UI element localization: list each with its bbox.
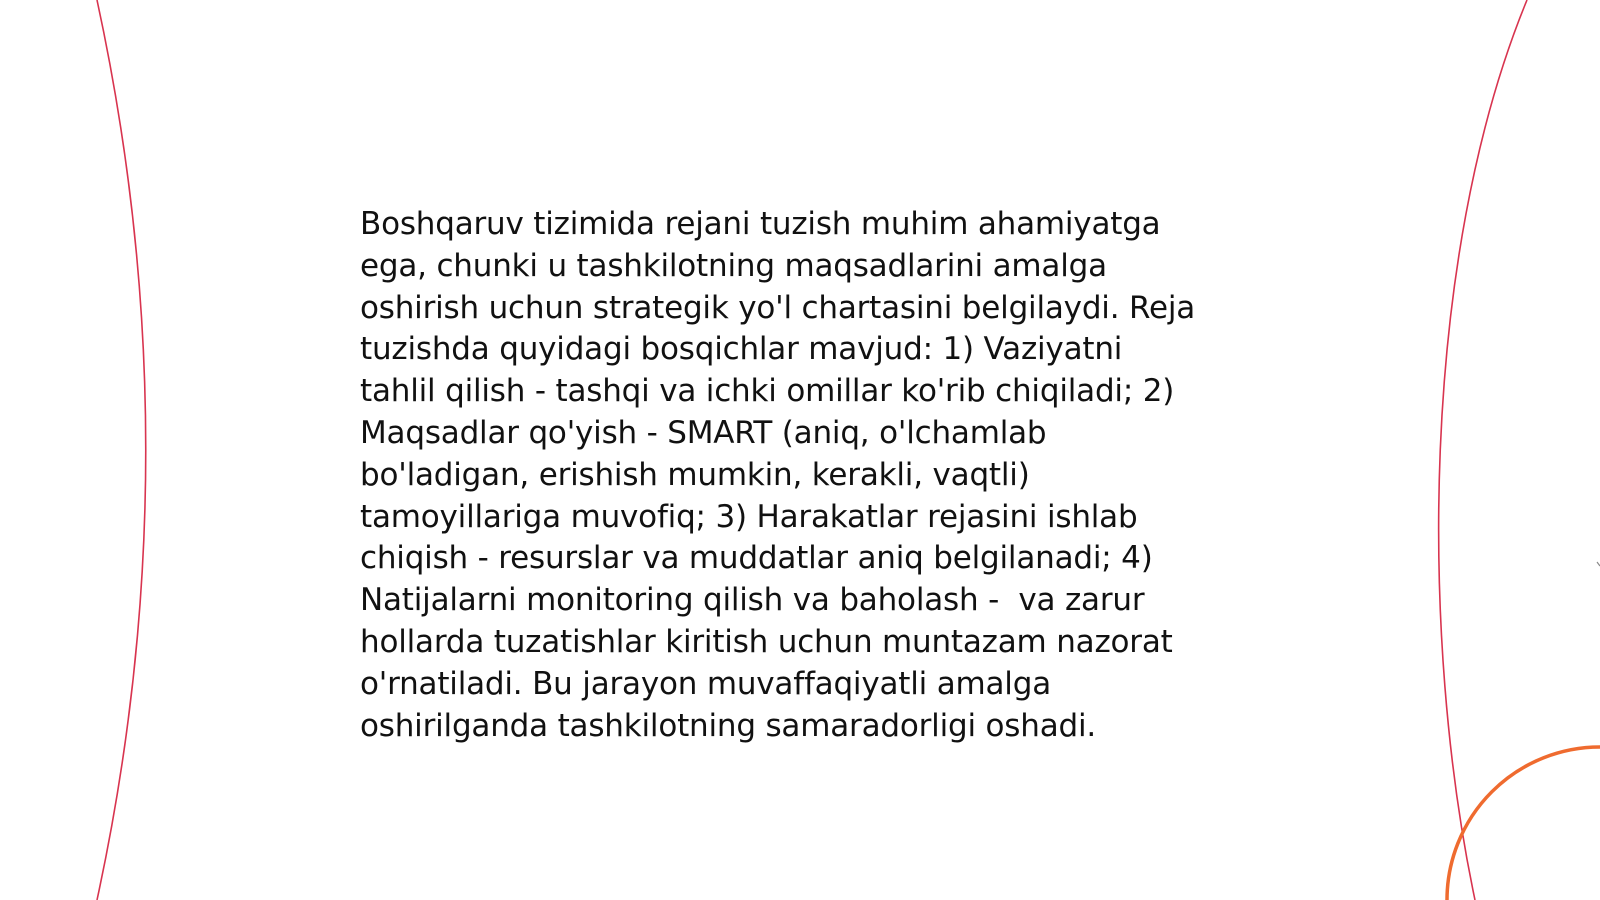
right-arc-line [1439,0,1527,900]
slide-body-text: Boshqaruv tizimida rejani tuzish muhim ahamiyatga ega, chunki u tashkilotning maqsadlarini amalga oshirish uchun strategik yo'l chartasini belgilaydi. Reja tuzishda quyidagi bosqichlar mavjud: 1) Vaziyatni tahlil qilish - tashqi va ichki omillar ko'rib chiqiladi; 2) Maqsadlar qo'yish - SMART (aniq, o'lchamlab bo'ladigan, erishish mumkin, kerakli, vaqtli) tamoyillariga muvofiq; 3) Harakatlar rejasini ishlab chiqish - resurslar va muddatlar aniq belgilanadi; 4) Natijalarni monitoring qilish va baholash - va zarur hollarda tuzatishlar kiritish uchun muntazam nazorat o'rnatiladi. Bu jarayon muvaffaqiyatli amalga oshirilganda tashkilotning samaradorligi oshadi. [360,206,1196,744]
left-arc-line [97,0,146,900]
